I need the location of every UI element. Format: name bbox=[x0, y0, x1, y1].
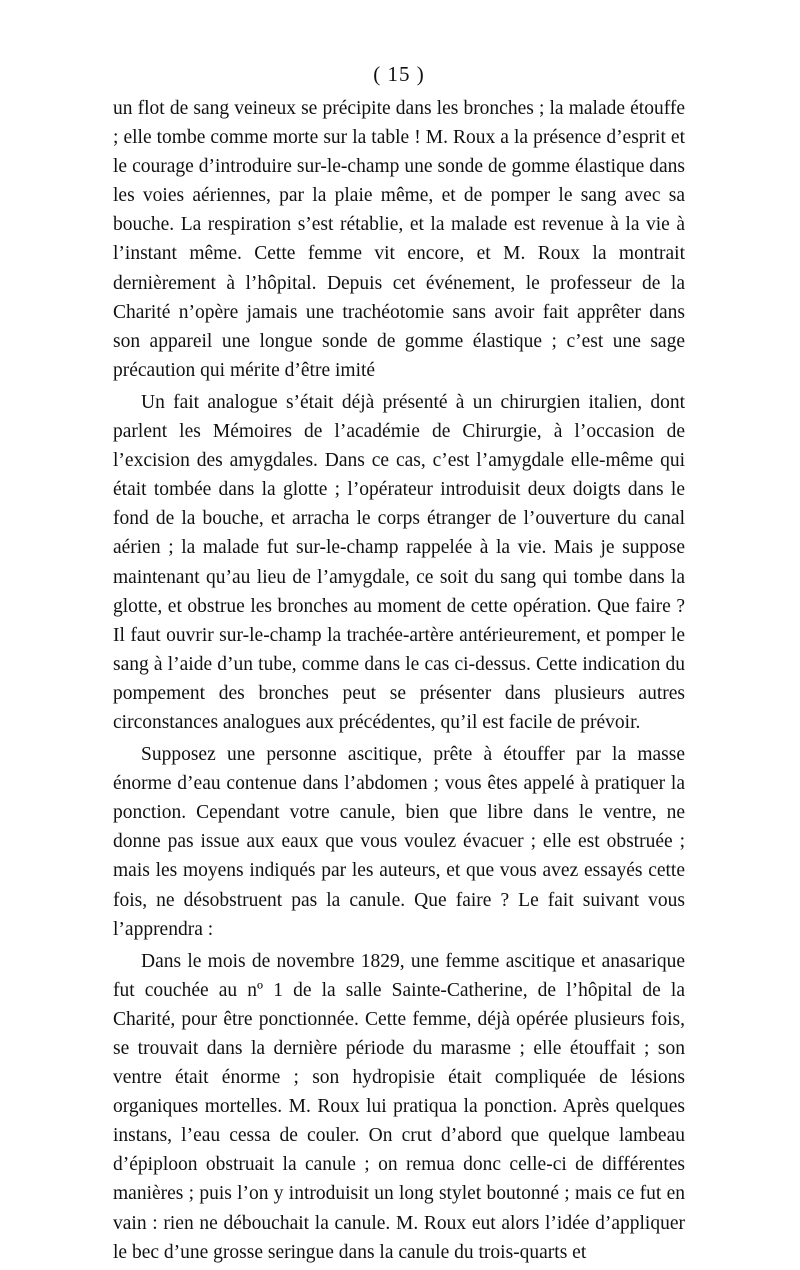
book-page bbox=[113, 60, 685, 1270]
page-number: ( 15 ) bbox=[373, 62, 425, 86]
paragraph-2: Un fait analogue s’était déjà présenté à un chirurgien italien, dont parlent les Mémoires de l’académie de Chirurgie, à l’occasion de l’excision des amygdales. Dans ce cas, c’est l’amygdale elle-même qui était tombée dans la glotte ; l’opérateur introduisit deux doigts dans le fond de la bouche, et arracha le corps étranger de l’ouverture du canal aérien ; la malade fut sur-le-champ rappelée à la vie. Mais je suppose maintenant qu’au lieu de l’amygdale, ce soit du sang qui tombe dans la glotte, et obstrue les bronches au moment de cette opération. Que faire ? Il faut ouvrir sur-le-champ la trachée-artère antérieurement, et pomper le sang à l’aide d’un tube, comme dans le cas ci-dessus. Cette indication du pompement des bronches peut se présenter dans plusieurs autres circonstances analogues aux précédentes, qu’il est facile de prévoir. bbox=[113, 391, 685, 733]
paragraph-3: Supposez une personne ascitique, prête à étouffer par la masse énorme d’eau contenue dans l’abdomen ; vous êtes appelé à pratiquer la ponction. Cependant votre canule, bien que libre dans le ventre, ne donne pas issue aux eaux que vous voulez évacuer ; elle est obstruée ; mais les moyens indiqués par les auteurs, et que vous avez essayés cette fois, ne désobstruent pas la canule. Que faire ? Le fait suivant vous l’apprendra : bbox=[113, 744, 685, 940]
paragraph-4: Dans le mois de novembre 1829, une femme ascitique et anasarique fut couchée au nº 1 de la salle Sainte-Catherine, de l’hôpital de la Charité, pour être ponctionnée. Cette femme, déjà opérée plusieurs fois, se trouvait dans la dernière période du marasme ; elle étouffait ; son ventre était énorme ; son hydropisie était compliquée de lésions organiques mortelles. M. Roux lui pratiqua la ponction. Après quelques instans, l’eau cessa de couler. On crut d’abord que quelque lambeau d’épiploon obstruait la canule ; on remua donc celle-ci de différentes manières ; puis l’on y introduisit un long stylet boutonné ; mais ce fut en vain : rien ne débouchait la canule. M. Roux eut alors l’idée d’appliquer le bec d’une grosse seringue dans la canule du trois-quarts et bbox=[113, 950, 685, 1263]
paragraph-1: un flot de sang veineux se précipite dans les bronches ; la malade étouffe ; elle tombe comme morte sur la table ! M. Roux a la présence d’esprit et le courage d’introduire sur-le-champ une sonde de gomme élastique dans les voies aériennes, par la plaie même, et de pomper le sang avec sa bouche. La respiration s’est rétablie, et la malade est revenue à la vie à l’instant même. Cette femme vit encore, et M. Roux la montrait dernièrement à l’hôpital. Depuis cet événement, le professeur de la Charité n’opère jamais une trachéotomie sans avoir fait apprêter dans son appareil une longue sonde de gomme élastique ; c’est une sage précaution qui mérite d’être imité bbox=[113, 98, 685, 381]
